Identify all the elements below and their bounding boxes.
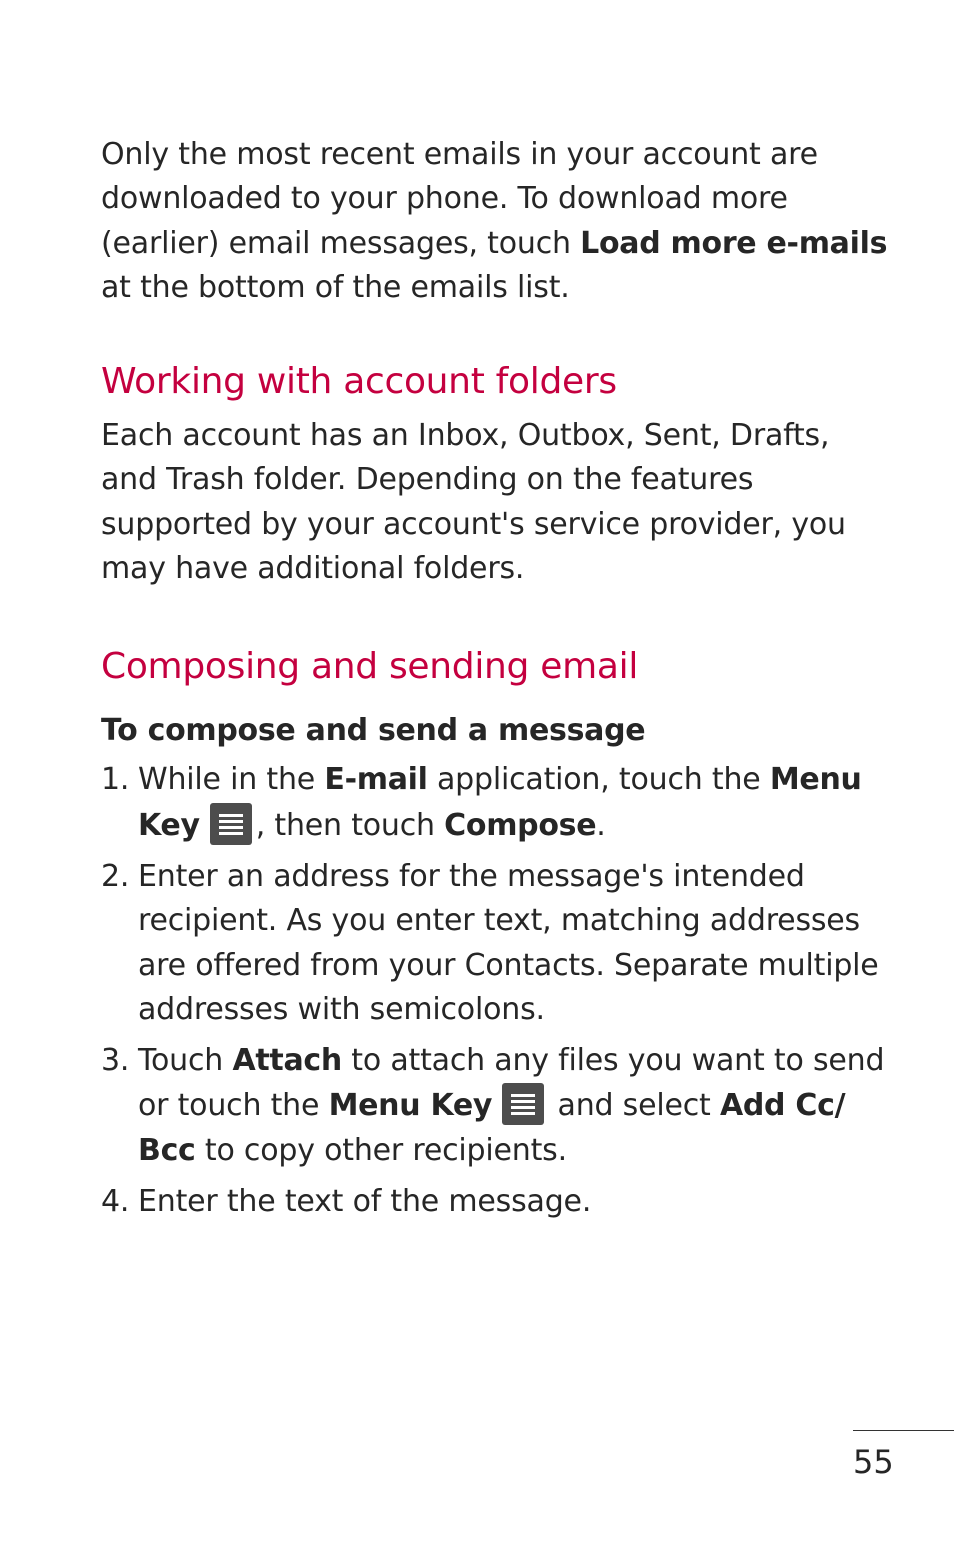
step-text: . [596,807,606,843]
step-text: Enter an address for the message's intended recipient. As you enter text, matching addresses are offered from your Contacts. Separate multiple addresses with semicolons. [138,858,879,1027]
compose-step-1 [101,758,891,848]
step-text: application, touch the [427,762,770,798]
section-heading-composing-email: Composing and sending email [101,646,639,688]
manual-page-content [101,133,891,1231]
step-number: 3. [101,1043,130,1079]
compose-term: Compose [444,807,597,843]
section-heading-account-folders: Working with account folders [101,361,617,403]
intro-paragraph [101,133,891,310]
menu-key-icon [210,803,252,845]
compose-step-4 [101,1180,891,1224]
page-number: 55 [853,1443,894,1481]
compose-steps-list [101,758,891,1224]
attach-term: Attach [232,1043,342,1079]
step-text: to attach any files you want to send or touch the [138,1043,885,1124]
folders-paragraph: Each account has an Inbox, Outbox, Sent, Drafts, and Trash folder. Depending on the features supported by your account's service provider, you may have additional folders. [101,418,846,587]
step-text: , then touch [255,807,445,843]
compose-subheading: To compose and send a message [101,713,646,749]
step-text: and select [548,1088,720,1124]
add-cc-bcc-term: Add Cc/ Bcc [138,1088,846,1168]
menu-key-icon [502,1083,544,1125]
menu-key-term: Menu Key [138,762,862,843]
compose-step-3 [101,1039,891,1173]
step-number: 1. [101,762,130,798]
intro-text-1: Only the most recent emails in your account are downloaded to your phone. To download more (earlier) email messages, touch [101,137,818,261]
step-text: Enter the text of the message. [138,1184,592,1220]
step-text: Touch [138,1043,233,1079]
compose-step-2 [101,855,891,1032]
page-number-rule [853,1430,954,1431]
step-text: to copy other recipients. [195,1132,567,1168]
email-app-term: E-mail [324,762,428,798]
step-number: 2. [101,858,130,894]
intro-text-2: at the bottom of the emails list. [101,269,570,305]
step-text: While in the [138,762,325,798]
load-more-emails-term: Load more e-mails [580,225,888,261]
menu-key-term: Menu Key [328,1088,493,1124]
step-number: 4. [101,1184,130,1220]
